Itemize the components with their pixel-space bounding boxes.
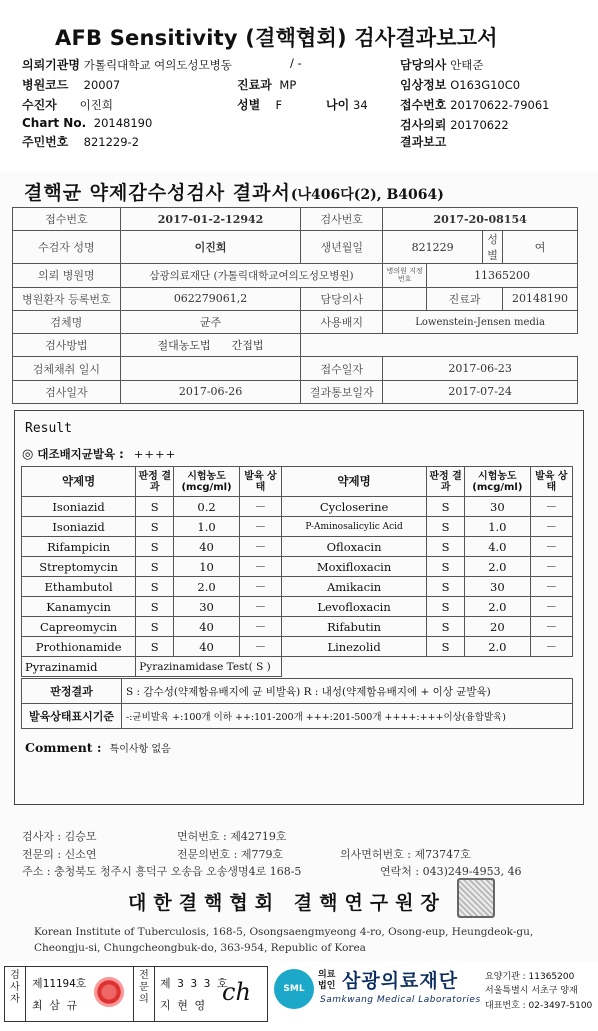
drug-cell-conc: 30 [465, 577, 531, 597]
drug-cell-conc: 1.0 [465, 517, 531, 537]
reg-label: 병원환자 등록번호 [13, 287, 121, 310]
drug-cell-conc: 30 [465, 497, 531, 517]
page-title: AFB Sensitivity (결핵협회) 검사결과보고서 [55, 26, 498, 50]
notified-label: 결과통보일자 [301, 380, 383, 403]
drug-cell-growth: － [530, 517, 572, 537]
drug-cell-conc: 20 [465, 617, 531, 637]
drug-cell-drug: Isoniazid [22, 517, 136, 537]
growth-std-value: -:균비발육 +:100개 이하 ++:101-200개 +++:201-500개 ++++:+++이상(융합발육) [122, 704, 573, 729]
drug-cell-judge: S [136, 617, 174, 637]
col-judge: 판정 결과 [427, 467, 465, 497]
drug-cell-drug: Ofloxacin [282, 537, 427, 557]
medium-label: 사용배지 [301, 310, 383, 333]
tester: 검사자 : 김승모 [22, 830, 97, 843]
specimen-label: 검체명 [13, 310, 121, 333]
drug-cell-drug: Kanamycin [22, 597, 136, 617]
specialist: 전문의 : 신소연 [22, 848, 97, 861]
specialist-no: 제 3 3 3 호 [160, 977, 228, 990]
blank-cell [301, 334, 578, 357]
address: 주소 : 충청북도 청주시 흥덕구 오송읍 오송생명4로 168-5 [22, 865, 302, 878]
hospital-label: 의뢰 병원명 [13, 264, 121, 287]
received-label: 접수일자 [301, 357, 383, 380]
col-conc: 시험농도 (mcg/ml) [174, 467, 240, 497]
drug-cell-judge: S [427, 517, 465, 537]
drug-cell-drug: Moxifloxacin [282, 557, 427, 577]
drug-cell-drug: Ethambutol [22, 577, 136, 597]
drug-cell-drug: Linezolid [282, 637, 427, 657]
drug-cell-growth: － [239, 537, 281, 557]
col-drug: 약제명 [22, 467, 136, 497]
drug-cell-drug: Streptomycin [22, 557, 136, 577]
sex-label: 성별 [483, 231, 503, 264]
drug-cell-judge: S [427, 617, 465, 637]
drug-row [22, 637, 573, 657]
drug-cell-drug: Amikacin [282, 577, 427, 597]
hosp-id: 11365200 [427, 264, 578, 287]
drug-cell-judge: S [427, 537, 465, 557]
collect-label: 검체채취 일시 [13, 357, 121, 380]
reg-no: 062279061,2 [120, 287, 301, 310]
double-circle-icon: ◎ [22, 447, 34, 462]
drug-cell-growth: － [530, 637, 572, 657]
result-label: Result [25, 421, 72, 436]
header-request: 검사의뢰 20170622 [400, 118, 509, 132]
header-institution: 의뢰기관명 가톨릭대학교 여의도성모병동 [22, 58, 232, 72]
drug-row [22, 597, 573, 617]
drug-cell-judge: S [136, 497, 174, 517]
collect [120, 357, 301, 380]
drug-cell-drug: Rifampicin [22, 537, 136, 557]
drug-cell-conc: 40 [174, 637, 240, 657]
dept-label: 진료과 [427, 287, 503, 310]
red-seal [94, 977, 124, 1007]
drug-cell-conc: 30 [174, 597, 240, 617]
drug-cell-drug: Rifabutin [282, 617, 427, 637]
drug-cell-drug: Levofloxacin [282, 597, 427, 617]
growth-std-label: 발육상태표시기준 [22, 704, 122, 729]
header-chart: Chart No. 20148190 [22, 116, 153, 130]
drug-row [22, 517, 573, 537]
dept: 20148190 [503, 287, 578, 310]
method: 절대농도법 간접법 [120, 334, 301, 357]
drug-cell-judge: S [136, 557, 174, 577]
drug-row [22, 617, 573, 637]
contact: 연락처 : 043)249-4953, 46 [380, 865, 522, 878]
drug-table [21, 466, 573, 677]
header-receipt: 접수번호 20170622-79061 [400, 98, 550, 112]
tester-license: 면허번호 : 제42719호 [177, 830, 287, 843]
col-conc: 시험농도 (mcg/ml) [465, 467, 531, 497]
drug-cell-growth: － [239, 517, 281, 537]
header-sex: 성별 F [237, 98, 283, 112]
tester-no: 제11194호 [32, 977, 87, 990]
drug-cell-conc: 4.0 [465, 537, 531, 557]
examinee-label: 수검자 성명 [13, 231, 121, 264]
drug-cell-growth: － [530, 577, 572, 597]
drug-cell-judge: S [427, 497, 465, 517]
header-dept: 진료과 MP [237, 78, 297, 92]
drug-cell-growth: － [530, 597, 572, 617]
col-drug: 약제명 [282, 467, 427, 497]
header-attending: 담당의사 안태준 [400, 58, 484, 72]
col-judge: 판정 결과 [136, 467, 174, 497]
drug-cell-growth: － [239, 557, 281, 577]
drug-cell-growth: － [530, 557, 572, 577]
drug-row [22, 577, 573, 597]
report-info-table [12, 207, 578, 404]
drug-cell-judge: S [136, 577, 174, 597]
header-report: 결과보고 [400, 135, 447, 149]
dob-label: 생년월일 [301, 231, 383, 264]
blank-cell [282, 657, 573, 677]
header-clinical: 임상정보 O163G10C0 [400, 78, 521, 92]
drug-cell-conc: 10 [174, 557, 240, 577]
legend-table [21, 678, 573, 729]
drug-cell-conc: 40 [174, 617, 240, 637]
doctor-license: 의사면허번호 : 제73747호 [340, 848, 471, 861]
header-ssn: 주민번호 821229-2 [22, 135, 140, 149]
header-ward: / - [290, 56, 302, 70]
drug-cell-drug: Cycloserine [282, 497, 427, 517]
header-hospital-code: 병원코드 20007 [22, 78, 121, 92]
header-age: 나이 34 [326, 98, 368, 112]
tester-name: 최 삼 규 [32, 999, 78, 1012]
drug-cell-judge: S [136, 637, 174, 657]
notified: 2017-07-24 [383, 380, 578, 403]
brand-name: 삼광의료재단 [342, 970, 459, 992]
receipt-no-label: 접수번호 [13, 208, 121, 231]
col-growth: 발육 상태 [239, 467, 281, 497]
drug-cell-conc: 2.0 [465, 597, 531, 617]
tested-label: 검사일자 [13, 380, 121, 403]
brand-address: 서울특별시 서초구 양재 [485, 986, 578, 996]
drug-cell-judge: S [136, 517, 174, 537]
pyrazinamid-label: Pyrazinamid [22, 657, 136, 677]
drug-cell-conc: 2.0 [465, 557, 531, 577]
drug-cell-growth: － [239, 617, 281, 637]
sml-logo: SML [274, 969, 314, 1009]
report-title: 결핵균 약제감수성검사 결과서(나406다(2), B4064) [24, 182, 444, 204]
care-no: 요양기관 : 11365200 [485, 972, 575, 982]
sex: 여 [503, 231, 578, 264]
judgement-label: 판정결과 [22, 679, 122, 704]
doctor-label: 담당의사 [301, 287, 383, 310]
specialist-vlabel: 전문의 [139, 970, 149, 1005]
hospital-name: 삼광의료재단 (가톨릭대학교여의도성모병원) [120, 264, 382, 287]
drug-cell-growth: － [530, 497, 572, 517]
drug-cell-conc: 1.0 [174, 517, 240, 537]
drug-row [22, 537, 573, 557]
drug-cell-conc: 40 [174, 537, 240, 557]
drug-cell-conc: 2.0 [174, 577, 240, 597]
drug-cell-growth: － [239, 577, 281, 597]
official-seal [457, 878, 495, 918]
drug-cell-growth: － [239, 637, 281, 657]
brand-phone: 대표번호 : 02-3497-5100 [485, 1001, 593, 1011]
header-examinee: 수진자 이진희 [22, 98, 113, 112]
method-label: 검사방법 [13, 334, 121, 357]
specialist-license: 전문의번호 : 제779호 [177, 848, 284, 861]
drug-cell-growth: － [530, 537, 572, 557]
drug-cell-conc: 2.0 [465, 637, 531, 657]
specimen: 균주 [120, 310, 301, 333]
receipt-no: 2017-01-2-12942 [120, 208, 301, 231]
drug-cell-growth: － [239, 597, 281, 617]
drug-cell-judge: S [427, 637, 465, 657]
drug-cell-judge: S [427, 557, 465, 577]
drug-cell-judge: S [136, 537, 174, 557]
drug-cell-judge: S [427, 597, 465, 617]
brand-small: 의료 법인 [318, 970, 336, 991]
drug-row [22, 497, 573, 517]
dob: 821229 [383, 231, 483, 264]
test-no: 2017-20-08154 [383, 208, 578, 231]
hosp-id-label: 병의원 지정번호 [383, 264, 427, 287]
drug-cell-drug: Capreomycin [22, 617, 136, 637]
institute-name: 대한결핵협회 결핵연구원장 [128, 892, 446, 914]
brand-en: Samkwang Medical Laboratories [320, 995, 481, 1005]
drug-row [22, 557, 573, 577]
pyrazinamid-value: Pyrazinamidase Test( S ) [136, 657, 282, 677]
col-growth: 발육 상태 [530, 467, 572, 497]
examinee-name: 이진희 [120, 231, 301, 264]
tester-vlabel: 검사자 [10, 970, 20, 1005]
drug-cell-drug: P-Aminosalicylic Acid [282, 517, 427, 537]
drug-cell-judge: S [427, 577, 465, 597]
medium: Lowenstein-Jensen media [383, 310, 578, 333]
comment: Comment : 특이사항 없음 [25, 740, 171, 755]
drug-cell-conc: 0.2 [174, 497, 240, 517]
drug-cell-growth: － [530, 617, 572, 637]
drug-cell-growth: － [239, 497, 281, 517]
signature: ch [222, 978, 251, 1006]
institute-address-en: Korean Institute of Tuberculosis, 168-5, Osongsaengmyeong 4-ro, Osong-eup, Heungdeok-gu, Cheongju-si, Chungcheongbuk-do, 363-954, Republic of Korea [34, 926, 534, 954]
drug-cell-drug: Prothionamide [22, 637, 136, 657]
received: 2017-06-23 [383, 357, 578, 380]
tested: 2017-06-26 [120, 380, 301, 403]
test-no-label: 검사번호 [301, 208, 383, 231]
judgement-value: S : 감수성(약제함유배지에 균 비발육) R : 내성(약제함유배지에 + 이상 균발육) [122, 679, 573, 704]
drug-cell-drug: Isoniazid [22, 497, 136, 517]
control-growth: ◎ 대조배지균발육 : ++++ [22, 447, 177, 462]
drug-cell-judge: S [136, 597, 174, 617]
specialist-name: 지 현 영 [160, 999, 206, 1012]
doctor [383, 287, 427, 310]
